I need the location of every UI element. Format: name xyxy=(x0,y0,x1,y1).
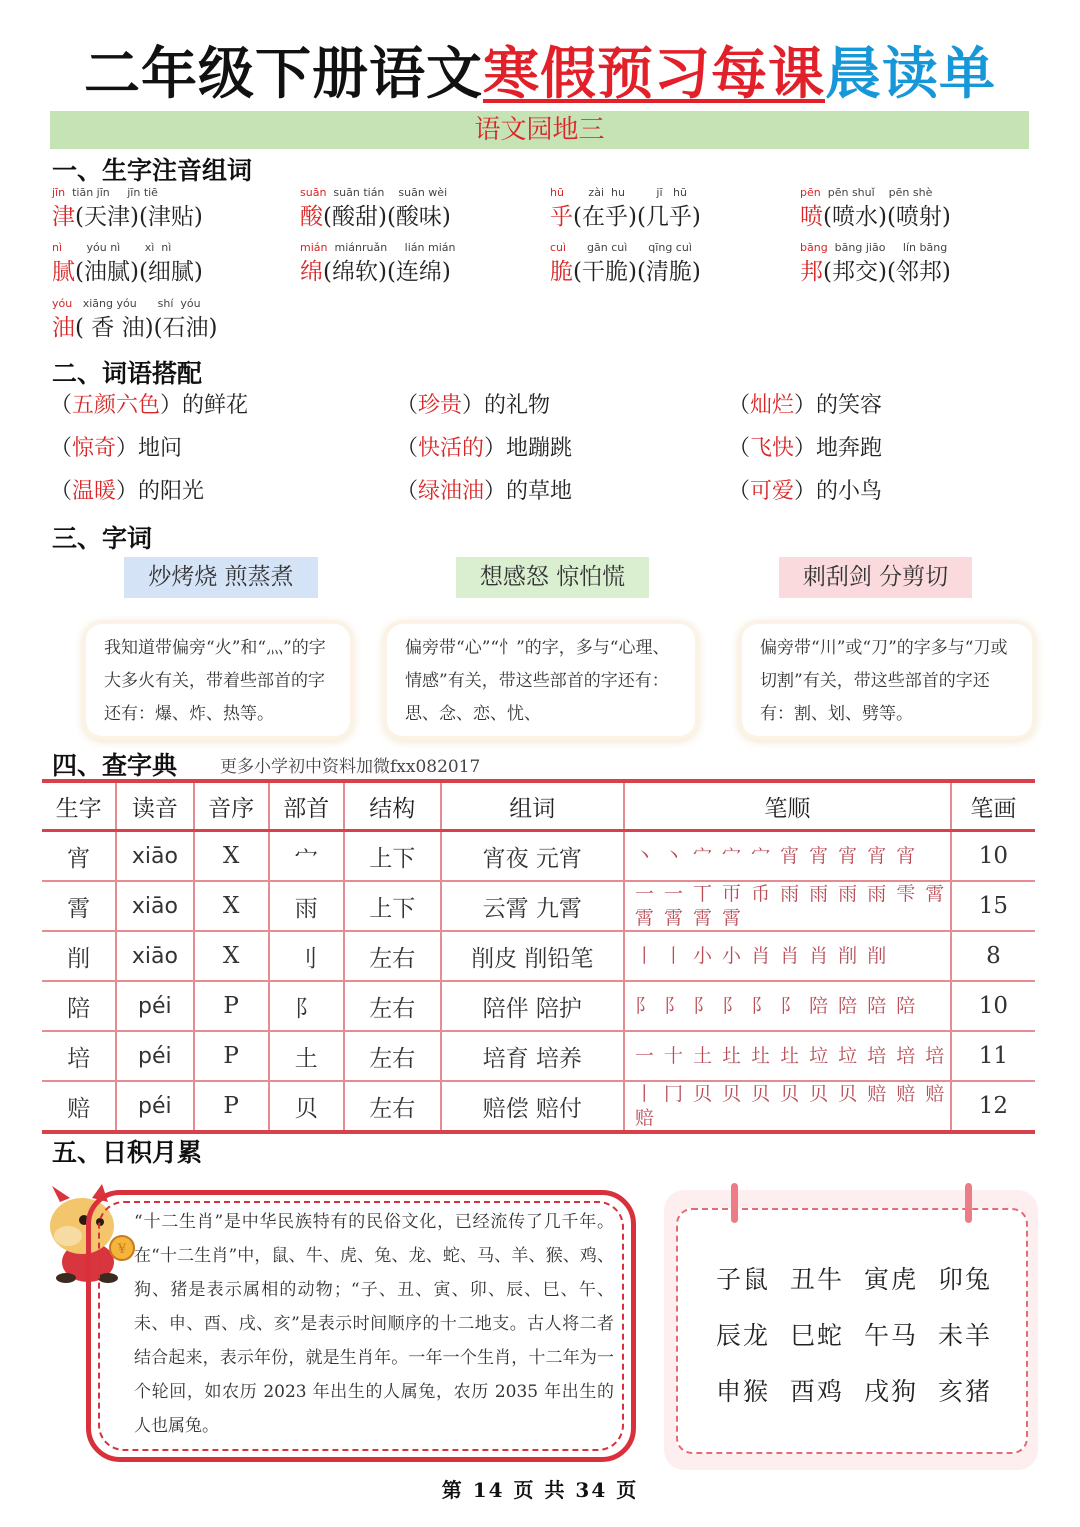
column-header: 笔画 xyxy=(951,781,1035,831)
phrase-fill: 快活的 xyxy=(418,436,485,461)
zhuyin-entry xyxy=(52,297,218,343)
column-header: 音序 xyxy=(194,781,269,831)
hanzi-line xyxy=(52,202,203,232)
word-pair: (酸甜)(酸味) xyxy=(323,204,451,230)
phrase-fill: 五颜六色 xyxy=(72,393,161,418)
cell-radical: 雨 xyxy=(269,881,344,931)
new-character: 油 xyxy=(52,315,75,341)
zhuyin-entry xyxy=(300,241,455,287)
phrase-fill: 可爱 xyxy=(750,479,795,504)
zodiac-pair: 子鼠 xyxy=(716,1265,771,1294)
phrase-rest: 地问 xyxy=(138,436,183,461)
binder-ring-left xyxy=(731,1183,738,1223)
new-character: 喷 xyxy=(800,204,823,230)
cell-words: 削皮 削铅笔 xyxy=(441,931,624,981)
zodiac-pair: 酉鸡 xyxy=(790,1377,845,1406)
zhuyin-entry xyxy=(550,241,701,287)
phrase-match: （惊奇）地问 xyxy=(50,436,183,461)
word-pinyin: bāng jiāo lín bāng xyxy=(827,241,948,254)
zhuyin-entry xyxy=(52,241,203,287)
cell-words: 赔偿 赔付 xyxy=(441,1081,624,1132)
zhuyin-entry xyxy=(800,241,951,287)
table-header-row xyxy=(42,781,1035,831)
cell-stroke-count: 12 xyxy=(951,1081,1035,1132)
zodiac-pair: 未羊 xyxy=(938,1321,993,1350)
zhuyin-entry xyxy=(800,186,951,232)
new-character: 邦 xyxy=(800,259,823,285)
cell-stroke-order: 丨 丨 小 小 肖 肖 肖 削 削 xyxy=(624,931,951,981)
new-character: 乎 xyxy=(550,204,573,230)
table-row xyxy=(42,881,1035,931)
phrase-rest: 地奔跑 xyxy=(816,436,883,461)
char-pinyin: bāng xyxy=(800,241,828,254)
word-pinyin: miánruǎn lián mián xyxy=(327,241,456,254)
cell-stroke-count: 10 xyxy=(951,831,1035,882)
hanzi-line xyxy=(800,257,951,287)
zodiac-row xyxy=(716,1316,1012,1352)
cell-character: 霄 xyxy=(42,881,116,931)
word-pair: (天津)(津贴) xyxy=(75,204,203,230)
cell-character: 陪 xyxy=(42,981,116,1031)
cell-character: 赔 xyxy=(42,1081,116,1132)
phrase-match: （温暖）的阳光 xyxy=(50,479,205,504)
dictionary-table xyxy=(42,779,1035,1134)
phrase-rest: 的草地 xyxy=(506,479,573,504)
zodiac-row xyxy=(716,1372,1012,1408)
char-pinyin: jīn xyxy=(52,186,66,199)
lesson-banner xyxy=(50,111,1029,149)
cell-structure: 左右 xyxy=(344,1081,441,1132)
binder-ring-right xyxy=(965,1183,972,1223)
zodiac-pair: 卯兔 xyxy=(938,1265,993,1294)
column-header: 生字 xyxy=(42,781,116,831)
note-heart: 偏旁带“心”“忄”的字，多与“心理、情感”有关，带这些部首的字还有：思、念、恋、忧、 xyxy=(387,624,695,736)
new-character: 酸 xyxy=(300,204,323,230)
word-pair: (绵软)(连绵) xyxy=(323,259,451,285)
pinyin-line xyxy=(300,241,455,257)
phrase-rest: 的鲜花 xyxy=(182,393,249,418)
phrase-rest: 地蹦跳 xyxy=(506,436,573,461)
char-pinyin: yóu xyxy=(52,297,73,310)
zhuyin-entry xyxy=(52,186,203,232)
phrase-match: （绿油油）的草地 xyxy=(396,479,573,504)
word-pinyin: xiāng yóu shí yóu xyxy=(72,297,201,310)
phrase-fill: 灿烂 xyxy=(750,393,795,418)
cell-index-letter: X xyxy=(194,881,269,931)
phrase-match: （快活的）地蹦跳 xyxy=(396,436,573,461)
cell-radical: 宀 xyxy=(269,831,344,882)
char-pinyin: nì xyxy=(52,241,63,254)
cell-stroke-count: 11 xyxy=(951,1031,1035,1081)
cell-radical: 贝 xyxy=(269,1081,344,1132)
hanzi-line xyxy=(550,257,701,287)
hanzi-line xyxy=(300,257,455,287)
pinyin-line xyxy=(800,186,951,202)
column-header: 部首 xyxy=(269,781,344,831)
word-pair: (喷水)(喷射) xyxy=(823,204,951,230)
char-group-heart: 想感怒 惊怕慌 xyxy=(456,557,649,598)
phrase-match: （飞快）地奔跑 xyxy=(728,436,883,461)
word-pinyin: suān tián suān wèi xyxy=(326,186,448,199)
phrase-match: （可爱）的小鸟 xyxy=(728,479,883,504)
cell-pinyin: péi xyxy=(116,1031,193,1081)
zodiac-pair: 丑牛 xyxy=(790,1265,845,1294)
hanzi-line xyxy=(800,202,951,232)
table-row xyxy=(42,931,1035,981)
cell-character: 宵 xyxy=(42,831,116,882)
zodiac-pair: 申猴 xyxy=(716,1377,771,1406)
cell-stroke-count: 15 xyxy=(951,881,1035,931)
phrase-rest: 的小鸟 xyxy=(816,479,883,504)
char-pinyin: suān xyxy=(300,186,327,199)
cell-stroke-count: 8 xyxy=(951,931,1035,981)
cell-character: 削 xyxy=(42,931,116,981)
phrase-rest: 的笑容 xyxy=(816,393,883,418)
zodiac-pair: 巳蛇 xyxy=(790,1321,845,1350)
cell-index-letter: P xyxy=(194,1031,269,1081)
pinyin-line xyxy=(550,241,701,257)
new-character: 脆 xyxy=(550,259,573,285)
pinyin-line xyxy=(52,241,203,257)
cell-stroke-count: 10 xyxy=(951,981,1035,1031)
zodiac-story: “十二生肖”是中华民族特有的民俗文化，已经流传了几千年。在“十二生肖”中，鼠、牛、虎、兔、龙、蛇、马、羊、猴、鸡、狗、猪是表示属相的动物；“子、丑、寅、卯、辰、巳、午、未、申、酉、戌、亥”是表示时间顺序的十二地支。古人将二者结合起来，表示年份，就是生肖年。一年一个生肖，十二年为一个轮回，如农历 2023 年出生的人属兔，农历 2035 年出生的人也属兔。 xyxy=(134,1212,614,1436)
table-row xyxy=(42,831,1035,882)
cell-radical: 土 xyxy=(269,1031,344,1081)
cell-pinyin: xiāo xyxy=(116,931,193,981)
cell-index-letter: X xyxy=(194,831,269,882)
phrase-rest: 的阳光 xyxy=(138,479,205,504)
cell-stroke-order: 阝 阝 阝 阝 阝 阝 陪 陪 陪 陪 xyxy=(624,981,951,1031)
phrase-match: （珍贵）的礼物 xyxy=(396,393,551,418)
cell-index-letter: P xyxy=(194,981,269,1031)
zhuyin-entry xyxy=(300,186,451,232)
hanzi-line xyxy=(300,202,451,232)
cell-pinyin: xiāo xyxy=(116,831,193,882)
cell-radical: 阝 xyxy=(269,981,344,1031)
phrase-match: （灿烂）的笑容 xyxy=(728,393,883,418)
pinyin-line xyxy=(52,297,218,313)
phrase-fill: 飞快 xyxy=(750,436,795,461)
new-character: 腻 xyxy=(52,259,75,285)
cell-structure: 左右 xyxy=(344,981,441,1031)
cell-words: 培育 培养 xyxy=(441,1031,624,1081)
cell-stroke-order: 一 十 土 圵 圵 圵 垃 垃 培 培 培 xyxy=(624,1031,951,1081)
cell-stroke-order: 一 一 丅 帀 币 雨 雨 雨 雨 雫 霄 霄 霄 霄 霄 xyxy=(624,881,951,931)
column-header: 结构 xyxy=(344,781,441,831)
word-pinyin: pēn shuǐ pēn shè xyxy=(820,186,933,199)
cell-words: 宵夜 元宵 xyxy=(441,831,624,882)
cell-structure: 上下 xyxy=(344,831,441,882)
char-group-fire: 炒烤烧 煎蒸煮 xyxy=(124,557,318,598)
phrase-rest: 的礼物 xyxy=(484,393,551,418)
zodiac-pair: 亥猪 xyxy=(938,1377,993,1406)
char-pinyin: mián xyxy=(300,241,328,254)
cell-index-letter: X xyxy=(194,931,269,981)
resource-tip: 更多小学初中资料加微fxx082017 xyxy=(220,757,481,777)
table-row xyxy=(42,1081,1035,1132)
word-pair: (邦交)(邻邦) xyxy=(823,259,951,285)
zodiac-pair: 戌狗 xyxy=(864,1377,919,1406)
title-part-3: 晨读单 xyxy=(825,42,996,107)
phrase-fill: 绿油油 xyxy=(418,479,485,504)
cell-pinyin: péi xyxy=(116,981,193,1031)
word-pair: (油腻)(细腻) xyxy=(75,259,203,285)
zodiac-pair: 午马 xyxy=(864,1321,919,1350)
char-group-knife: 刺刮剑 分剪切 xyxy=(779,557,972,598)
hanzi-line xyxy=(52,257,203,287)
zodiac-row xyxy=(716,1260,1012,1296)
phrase-fill: 惊奇 xyxy=(72,436,117,461)
cell-stroke-order: 丶 丶 宀 宀 宀 宵 宵 宵 宵 宵 xyxy=(624,831,951,882)
cell-words: 陪伴 陪护 xyxy=(441,981,624,1031)
section4-heading: 四、查字典 xyxy=(52,751,178,780)
pinyin-line xyxy=(300,186,451,202)
pinyin-line xyxy=(800,241,951,257)
cell-stroke-order: 丨 冂 贝 贝 贝 贝 贝 贝 赔 赔 赔 赔 xyxy=(624,1081,951,1132)
zodiac-pair: 辰龙 xyxy=(716,1321,771,1350)
zhuyin-entry xyxy=(550,186,701,232)
phrase-match: （五颜六色）的鲜花 xyxy=(50,393,249,418)
pinyin-line xyxy=(52,186,203,202)
cell-character: 培 xyxy=(42,1031,116,1081)
word-pinyin: yóu nì xì nì xyxy=(62,241,172,254)
word-pinyin: gān cuì qīng cuì xyxy=(566,241,692,254)
word-pinyin: tiān jīn jīn tiē xyxy=(65,186,158,199)
note-knife: 偏旁带“川”或“刀”的字多与“刀或切割”有关，带这些部首的字还有：割、划、劈等。 xyxy=(742,624,1032,736)
cell-radical: 刂 xyxy=(269,931,344,981)
char-pinyin: hū xyxy=(550,186,564,199)
cell-pinyin: xiāo xyxy=(116,881,193,931)
lesson-title: 语文园地三 xyxy=(474,115,605,145)
phrase-fill: 珍贵 xyxy=(418,393,463,418)
column-header: 读音 xyxy=(116,781,193,831)
note-fire: 我知道带偏旁“火”和“灬”的字大多火有关，带着些部首的字还有：爆、炸、热等。 xyxy=(86,624,350,736)
phrase-fill: 温暖 xyxy=(72,479,117,504)
title-part-2: 寒假预习每课 xyxy=(483,42,825,107)
column-header: 组词 xyxy=(441,781,624,831)
hanzi-line xyxy=(550,202,701,232)
svg-text:¥: ¥ xyxy=(117,1242,127,1257)
table-row xyxy=(42,1031,1035,1081)
page-title xyxy=(0,30,1080,110)
pinyin-line xyxy=(550,186,701,202)
section2-heading: 二、词语搭配 xyxy=(52,359,203,388)
hanzi-line xyxy=(52,313,218,343)
char-pinyin: cuì xyxy=(550,241,567,254)
cell-structure: 左右 xyxy=(344,1031,441,1081)
cell-words: 云霄 九霄 xyxy=(441,881,624,931)
column-header: 笔顺 xyxy=(624,781,951,831)
word-pinyin: zài hu jī hū xyxy=(563,186,687,199)
page-number: 第 14 页 共 34 页 xyxy=(441,1478,639,1502)
cell-structure: 左右 xyxy=(344,931,441,981)
word-pair: (在乎)(几乎) xyxy=(573,204,701,230)
word-pair: (干脆)(清脆) xyxy=(573,259,701,285)
section5-heading: 五、日积月累 xyxy=(52,1138,203,1167)
new-character: 津 xyxy=(52,204,75,230)
title-part-1: 二年级下册语文 xyxy=(84,42,483,107)
zodiac-pair: 寅虎 xyxy=(864,1265,919,1294)
cell-structure: 上下 xyxy=(344,881,441,931)
word-pair: ( 香 油)(石油) xyxy=(75,315,218,341)
cell-index-letter: P xyxy=(194,1081,269,1132)
section3-heading: 三、字词 xyxy=(52,524,153,553)
char-pinyin: pēn xyxy=(800,186,821,199)
table-row xyxy=(42,981,1035,1031)
section1-heading: 一、生字注音组词 xyxy=(52,156,253,185)
new-character: 绵 xyxy=(300,259,323,285)
cell-pinyin: péi xyxy=(116,1081,193,1132)
